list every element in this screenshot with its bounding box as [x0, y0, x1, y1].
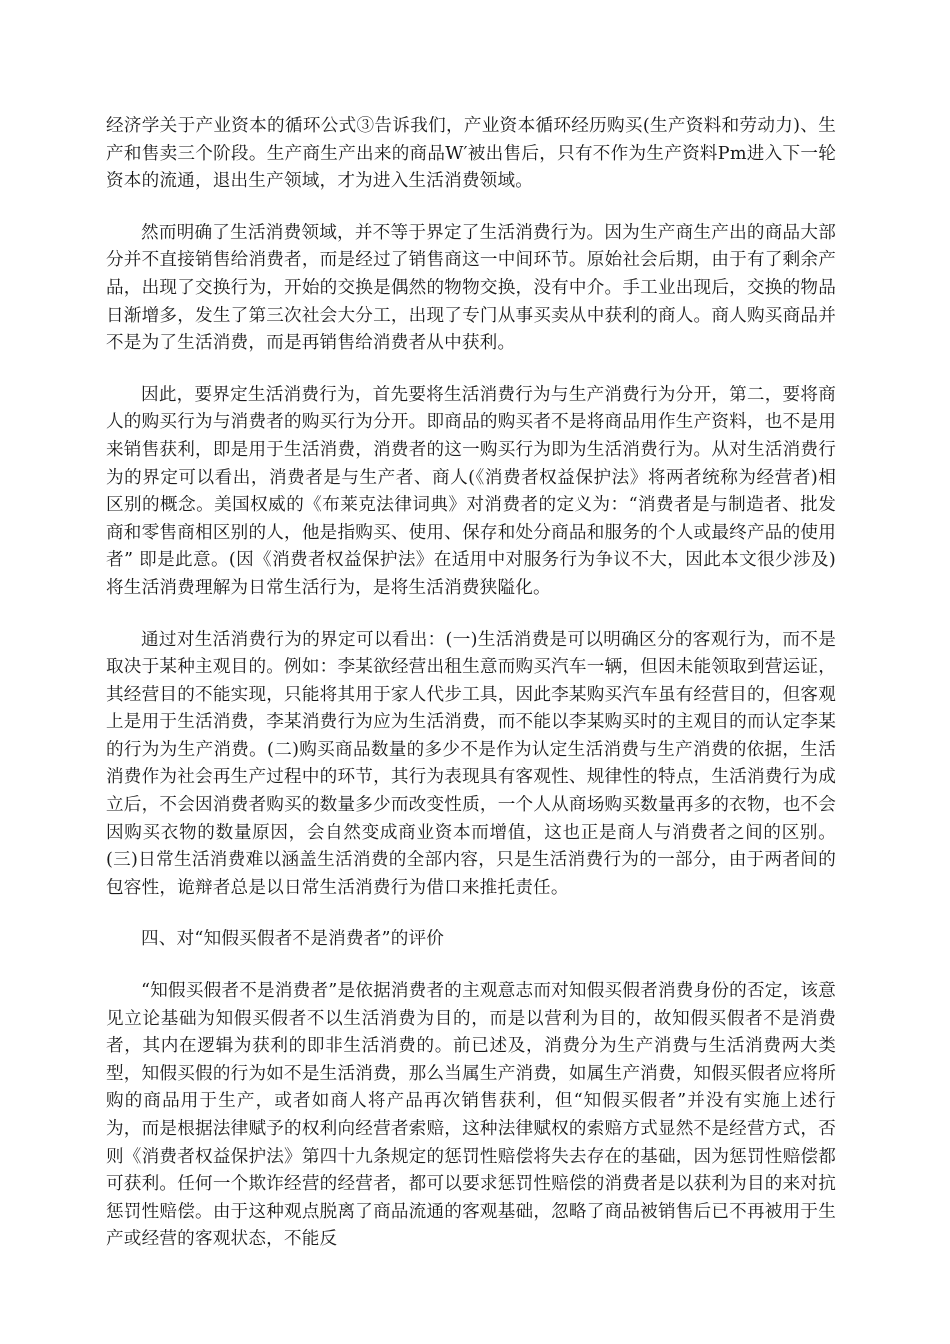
- paragraph-gap: [106, 196, 836, 220]
- paragraph-consumption-scope: 然而明确了生活消费领域，并不等于界定了生活消费行为。因为生产商生产出的商品大部分并不直接销售给消费者，而是经过了销售商这一中间环节。原始社会后期，由于有了剩余产品，出现了交换行为，开始的交换是偶然的物物交换，没有中介。手工业出现后，交换的物品日渐增多，发生了第三次社会大分工，出现了专门从事买卖从中获利的商人。商人购买商品并不是为了生活消费，而是再销售给消费者从中获利。: [106, 222, 836, 354]
- paragraph-gap: [106, 358, 836, 382]
- section-heading: 四、对“知假买假者不是消费者”的评价: [141, 929, 445, 950]
- document-body: [106, 113, 836, 1254]
- paragraph-define-consumption: 因此，要界定生活消费行为，首先要将生活消费行为与生产消费行为分开，第二，要将商人的购买行为与消费者的购买行为分开。即商品的购买者不是将商品用作生产资料，也不是用来销售获利，即是用于生活消费，消费者的这一购买行为即为生活消费行为。从对生活消费行为的界定可以看出，消费者是与生产者、商人(《消费者权益保护法》将两者统称为经营者)相区别的概念。美国权威的《布莱克法律词典》对消费者的定义为：“消费者是与制造者、批发商和零售商相区别的人，他是指购买、使用、保存和处分商品和服务的个人或最终产品的使用者” 即是此意。(因《消费者权益保护法》在适用中对服务行为争议不大，因此本文很少涉及)将生活消费理解为日常生活行为，是将生活消费狭隘化。: [106, 384, 836, 598]
- paragraph-consumption-characteristics: 通过对生活消费行为的界定可以看出：(一)生活消费是可以明确区分的客观行为，而不是取决于某种主观目的。例如：李某欲经营出租生意而购买汽车一辆，但因未能领取到营运证，其经营目的不能实现，只能将其用于家人代步工具，因此李某购买汽车虽有经营目的，但客观上是用于生活消费，李某消费行为应为生活消费，而不能以李某购买时的主观目的而认定李某的行为为生产消费。(二)购买商品数量的多少不是作为认定生活消费与生产消费的依据，生活消费作为社会再生产过程中的环节，其行为表现具有客观性、规律性的特点，生活消费行为成立后，不会因消费者购买的数量多少而改变性质，一个人从商场购买数量再多的衣物，也不会因购买衣物的数量原因，会自然变成商业资本而增值，这也正是商人与消费者之间的区别。(三)日常生活消费难以涵盖生活消费的全部内容，只是生活消费行为的一部分，由于两者间的包容性，诡辩者总是以日常生活消费行为借口来推托责任。: [106, 629, 836, 898]
- paragraph-gap: [106, 954, 836, 978]
- paragraph-evaluation: “知假买假者不是消费者”是依据消费者的主观意志而对知假买假者消费身份的否定，该意见立论基础为知假买假者不以生活消费为目的，而是以营利为目的，故知假买假者不是消费者，其内在逻辑为获利的即非生活消费的。前已述及，消费分为生产消费与生活消费两大类型，知假买假的行为如不是生活消费，那么当属生产消费，如属生产消费，知假买假者应将所购的商品用于生产，或者如商人将产品再次销售获利，但“知假买假者”并没有实施上述行为，而是根据法律赋予的权利向经营者索赔，这种法律赋权的索赔方式显然不是经营方式，否则《消费者权益保护法》第四十九条规定的惩罚性赔偿将失去存在的基础，因为惩罚性赔偿都可获利。任何一个欺诈经营的经营者，都可以要求惩罚性赔偿的消费者是以获利为目的来对抗惩罚性赔偿。由于这种观点脱离了商品流通的客观基础，忽略了商品被销售后已不再被用于生产或经营的客观状态，不能反: [106, 981, 836, 1250]
- paragraph-gap: [106, 902, 836, 926]
- paragraph-industrial-capital-cycle: 经济学关于产业资本的循环公式③告诉我们，产业资本循环经历购买(生产资料和劳动力)、生产和售卖三个阶段。生产商生产出来的商品W′被出售后，只有不作为生产资料Pm进入下一轮资本的流通，退出生产领域，才为进入生活消费领域。: [106, 116, 836, 192]
- paragraph-gap: [106, 603, 836, 627]
